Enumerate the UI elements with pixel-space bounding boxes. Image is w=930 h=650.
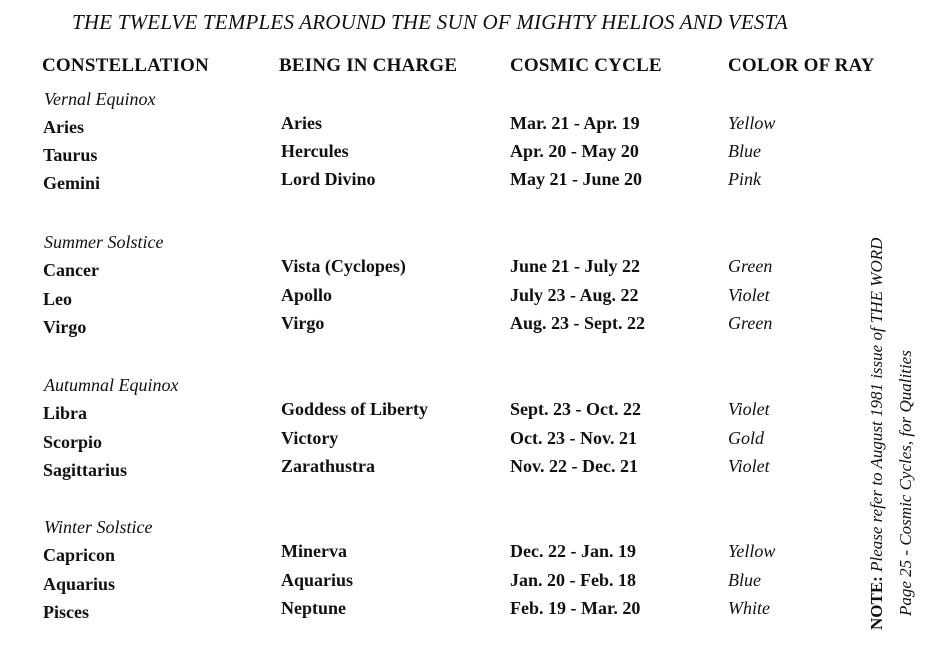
header-being-in-charge: BEING IN CHARGE <box>279 55 458 76</box>
season-heading: Winter Solstice <box>44 517 153 537</box>
being-cell: Goddess of Liberty <box>281 399 429 419</box>
constellation-cell: Virgo <box>43 317 87 337</box>
color-cell: Yellow <box>728 541 776 561</box>
note-line-2: Page 25 - Cosmic Cycles, for Qualities <box>896 350 915 616</box>
being-cell: Victory <box>281 428 339 448</box>
table-row <box>0 141 860 167</box>
constellation-cell: Capricon <box>43 545 115 565</box>
page-title: THE TWELVE TEMPLES AROUND THE SUN OF MIGHTY HELIOS AND VESTA <box>72 10 788 34</box>
constellation-cell: Libra <box>43 403 88 423</box>
cycle-cell: Nov. 22 - Dec. 21 <box>510 456 638 476</box>
table-row <box>0 541 860 567</box>
cycle-cell: Sept. 23 - Oct. 22 <box>510 399 641 419</box>
table-row <box>0 256 860 282</box>
color-cell: Green <box>728 256 773 276</box>
being-cell: Minerva <box>281 541 347 561</box>
color-cell: Yellow <box>728 113 776 133</box>
season-heading: Summer Solstice <box>44 232 164 252</box>
side-note <box>862 238 920 630</box>
note-label: NOTE: <box>867 576 886 630</box>
cycle-cell: Mar. 21 - Apr. 19 <box>510 113 640 133</box>
constellation-cell: Cancer <box>43 260 99 280</box>
cycle-cell: Jan. 20 - Feb. 18 <box>510 570 636 590</box>
cycle-cell: Feb. 19 - Mar. 20 <box>510 598 641 618</box>
cycle-cell: July 23 - Aug. 22 <box>510 285 639 305</box>
being-cell: Zarathustra <box>281 456 375 476</box>
note-line-1 <box>862 238 891 630</box>
being-cell: Hercules <box>281 141 349 161</box>
table-row <box>0 399 860 425</box>
cycle-cell: Oct. 23 - Nov. 21 <box>510 428 637 448</box>
being-cell: Aries <box>281 113 322 133</box>
season-heading: Vernal Equinox <box>44 89 156 109</box>
color-cell: Gold <box>728 428 764 448</box>
table-row <box>0 169 860 195</box>
constellation-cell: Pisces <box>43 602 89 622</box>
table-row <box>0 313 860 339</box>
table-row <box>0 598 860 624</box>
season-heading: Autumnal Equinox <box>44 375 179 395</box>
table-row <box>0 285 860 311</box>
being-cell: Neptune <box>281 598 347 618</box>
header-cosmic-cycle: COSMIC CYCLE <box>510 55 662 76</box>
constellation-cell: Sagittarius <box>43 460 128 480</box>
color-cell: Violet <box>728 285 770 305</box>
being-cell: Vista (Cyclopes) <box>281 256 406 276</box>
color-cell: Blue <box>728 141 761 161</box>
constellation-cell: Aries <box>43 117 84 137</box>
table-row <box>0 570 860 596</box>
constellation-cell: Aquarius <box>43 574 116 594</box>
header-color-of-ray: COLOR OF RAY <box>728 55 875 76</box>
table-row <box>0 456 860 482</box>
cycle-cell: June 21 - July 22 <box>510 256 641 276</box>
constellation-cell: Gemini <box>43 173 100 193</box>
cycle-cell: Dec. 22 - Jan. 19 <box>510 541 636 561</box>
color-cell: Pink <box>728 169 761 189</box>
constellation-cell: Leo <box>43 289 72 309</box>
color-cell: Violet <box>728 399 770 419</box>
table-row <box>0 428 860 454</box>
cycle-cell: May 21 - June 20 <box>510 169 642 189</box>
color-cell: Green <box>728 313 773 333</box>
header-constellation: CONSTELLATION <box>42 55 209 76</box>
cycle-cell: Apr. 20 - May 20 <box>510 141 639 161</box>
color-cell: Violet <box>728 456 770 476</box>
being-cell: Virgo <box>281 313 325 333</box>
being-cell: Apollo <box>281 285 333 305</box>
note-text-1: Please refer to August 1981 issue of THE WORD <box>867 237 886 572</box>
cycle-cell: Aug. 23 - Sept. 22 <box>510 313 646 333</box>
table-row <box>0 113 860 139</box>
constellation-cell: Scorpio <box>43 432 103 452</box>
being-cell: Aquarius <box>281 570 354 590</box>
constellation-cell: Taurus <box>43 145 98 165</box>
color-cell: White <box>728 598 770 618</box>
being-cell: Lord Divino <box>281 169 376 189</box>
color-cell: Blue <box>728 570 761 590</box>
